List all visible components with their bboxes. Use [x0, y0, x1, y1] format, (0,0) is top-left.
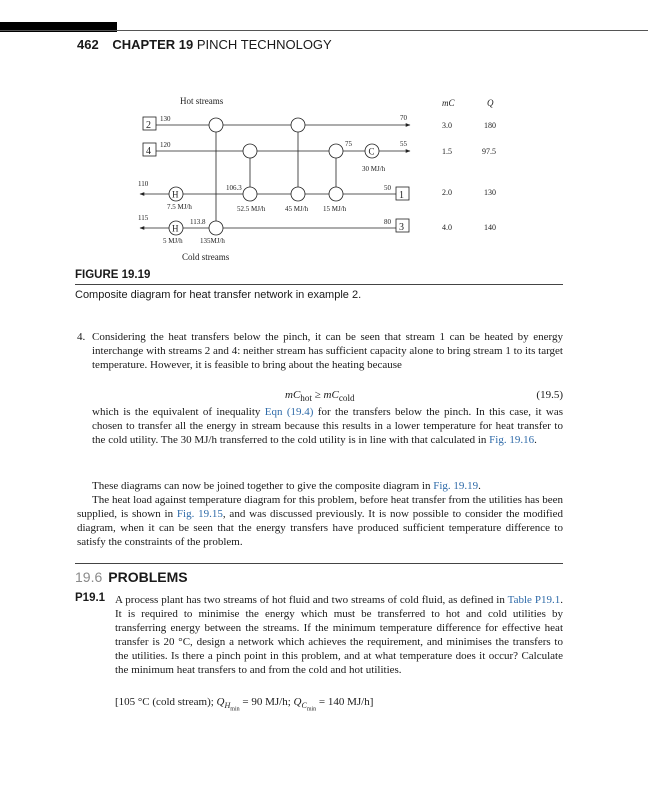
stream-3-t-out: 115 [138, 214, 149, 222]
exchanger-node [209, 221, 223, 235]
table-p19-1-link[interactable]: Table P19.1 [507, 594, 561, 606]
list-number: 4. [77, 331, 86, 343]
load-135: 135MJ/h [200, 237, 225, 245]
eq-rhs-sub: cold [338, 393, 355, 404]
problem-number: P19.1 [75, 592, 106, 604]
fig-19-15-link[interactable]: Fig. 19.15 [176, 508, 223, 520]
col-mc-header: mC [442, 98, 455, 108]
stream-1-t106: 106.3 [226, 184, 242, 192]
stream-3-mc: 4.0 [442, 223, 452, 232]
cold-streams-label: Cold streams [182, 252, 230, 262]
heater-2-load: 5 MJ/h [163, 237, 183, 245]
chapter-number: CHAPTER 19 [112, 37, 194, 52]
fig-19-19-link[interactable]: Fig. 19.19 [433, 480, 479, 492]
cooler-symbol: C [368, 146, 375, 157]
exchanger-node [291, 187, 305, 201]
page-number: 462 [77, 37, 99, 52]
chapter-title: PINCH TECHNOLOGY [196, 37, 332, 52]
list-item-4 [77, 330, 563, 372]
stream-4-t-in: 120 [160, 141, 171, 149]
paragraph-1: which is the equivalent of inequality Eqn (19.4) for the transfers below the pinch. In this case, it was chosen to transfer all the energy in stream because this results in a lower temperature for heat transfer to the cold utility. The 30 MJ/h transferred to the cold utility is in line with that calculated in Fig. 19.16. [92, 406, 563, 446]
eq-rhs: mC [323, 389, 339, 401]
stream-1-q: 130 [484, 188, 496, 197]
heater-1-symbol: H [172, 189, 179, 200]
eq-lhs-sub: hot [300, 393, 312, 404]
exchanger-node [329, 144, 343, 158]
stream-1-mc: 2.0 [442, 188, 452, 197]
stream-4-t-out: 55 [400, 140, 407, 148]
col-q-header: Q [487, 98, 494, 108]
figure-caption: Composite diagram for heat transfer network in example 2. [75, 289, 362, 301]
stream-3-t113: 113.8 [190, 218, 206, 226]
stream-id-2: 2 [146, 120, 151, 131]
stream-1-t-in: 50 [384, 184, 391, 192]
section-title: PROBLEMS [108, 569, 188, 585]
section-rule [75, 563, 563, 564]
list-text: Considering the heat transfers below the pinch, it can be seen that stream 1 can be heated by energy interchange with streams 2 and 4: neither stream has sufficient capacity alone to bring stream 1 to its target temperature. However, it is feasible to bring about the heating because [92, 331, 563, 371]
load-52-5: 52.5 MJ/h [237, 205, 266, 213]
stream-3-t-in: 80 [384, 218, 391, 226]
fig-19-16-link[interactable]: Fig. 19.16 [489, 434, 535, 446]
section-number: 19.6 [75, 569, 103, 585]
heater-2-symbol: H [172, 223, 179, 234]
exchanger-node [243, 187, 257, 201]
exchanger-node [209, 118, 223, 132]
problem-text: A process plant has two streams of hot fluid and two streams of cold fluid, as defined in Table P19.1. It is required to minimise the energy which must be transferred to hot and cold utilities by transferring energy between the streams. If the minimum temperature difference for effective heat transfer is 20 °C, design a network which achieves the requirement, and minimises the transfers to the utilities. Is there a pinch point in this problem, and at what temperature does it occur? Calculate the minimum heat transfers to and from the cold and hot utilities. [115, 594, 563, 676]
equation-number: (19.5) [536, 389, 563, 401]
eqn-19-4-link[interactable]: Eqn (19.4) [264, 406, 314, 418]
cooler-load: 30 MJ/h [362, 165, 386, 173]
stream-id-3: 3 [399, 222, 404, 233]
heater-1-load: 7.5 MJ/h [167, 203, 192, 211]
paragraph-3: The heat load against temperature diagram for this problem, before heat transfer from the utilities has been supplied, is shown in Fig. 19.15, and was discussed previously. It is now possible to consider the modified diagram, when it can be seen that the energy transfers have produced sufficient temperature difference to satisfy the constraints of the problem. [77, 494, 563, 548]
stream-4-mc: 1.5 [442, 147, 452, 156]
stream-2-t-in: 130 [160, 115, 171, 123]
stream-1-t-out: 110 [138, 180, 149, 188]
stream-2-q: 180 [484, 121, 496, 130]
hot-streams-label: Hot streams [180, 96, 224, 106]
stream-3-q: 140 [484, 223, 496, 232]
section-heading [75, 569, 188, 585]
eq-operator: ≥ [314, 389, 321, 401]
stream-2-mc: 3.0 [442, 121, 452, 130]
stream-2-t-out: 70 [400, 114, 407, 122]
load-45: 45 MJ/h [285, 205, 309, 213]
network-figure [0, 0, 648, 270]
exchanger-node [243, 144, 257, 158]
stream-id-4: 4 [146, 146, 151, 157]
stream-4-t75: 75 [345, 140, 352, 148]
exchanger-node [329, 187, 343, 201]
figure-label: FIGURE 19.19 [75, 269, 151, 281]
caption-rule [75, 284, 563, 285]
stream-id-1: 1 [399, 190, 404, 201]
stream-4-q: 97.5 [482, 147, 496, 156]
equation-math [285, 389, 355, 403]
exchanger-node [291, 118, 305, 132]
load-15: 15 MJ/h [323, 205, 347, 213]
eq-lhs: mC [285, 389, 301, 401]
paragraph-2: These diagrams can now be joined together to give the composite diagram in Fig. 19.19. [92, 480, 481, 492]
problem-data: [105 °C (cold stream); $Q_{H_{min}} = 90$ MJ/h; $Q_{C_{min}} = 140$ MJ/h] [115, 696, 374, 713]
